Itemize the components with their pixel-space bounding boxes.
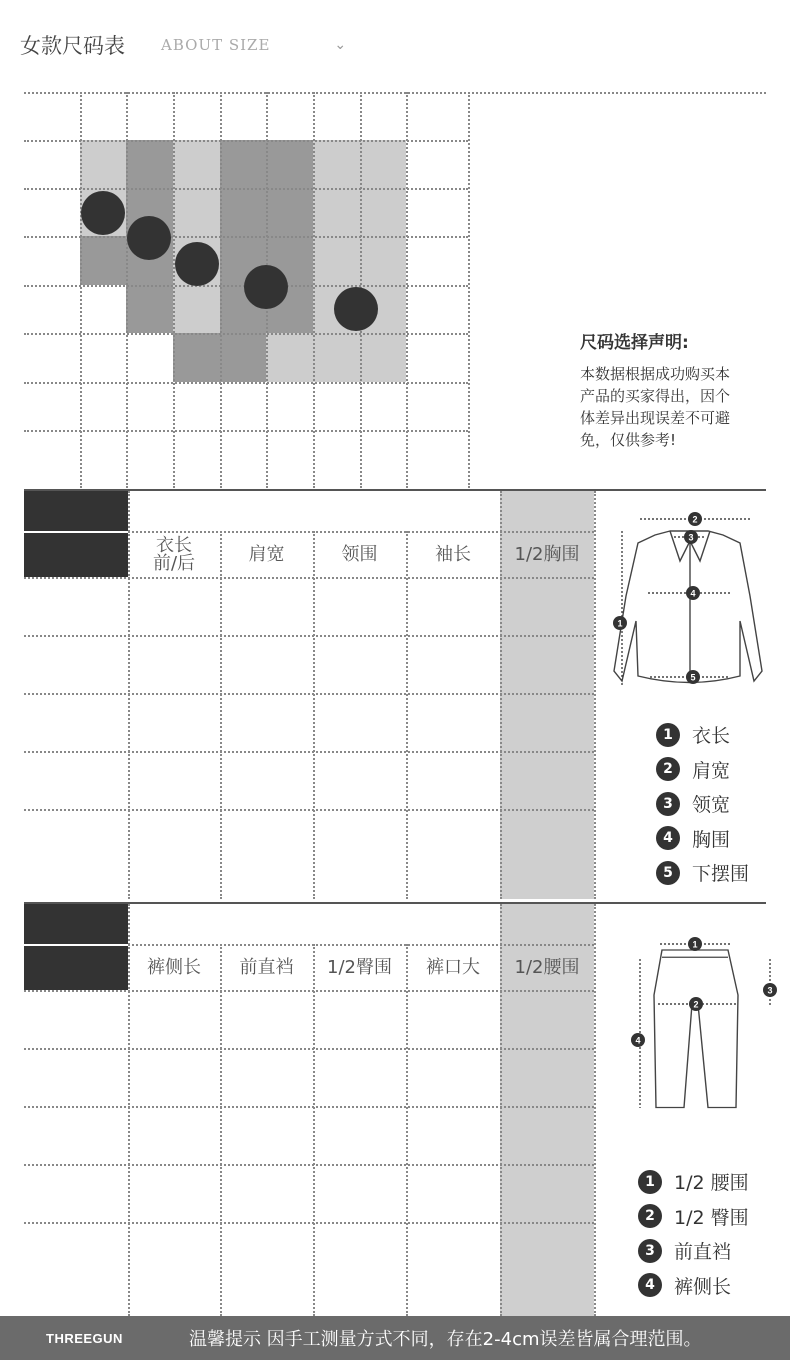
- legend-number: 3: [638, 1239, 662, 1263]
- shirt-diagram-icon: [600, 501, 770, 705]
- row-value: [220, 693, 313, 751]
- svg-text:2: 2: [693, 999, 699, 1010]
- row-value: [500, 990, 594, 1048]
- row-line: [128, 944, 594, 946]
- row-line: [24, 1222, 594, 1224]
- table-unit: [24, 946, 128, 990]
- column-header: 前直裆: [239, 957, 294, 978]
- row-value: [128, 693, 220, 751]
- row-value: [406, 635, 500, 693]
- row-value: [500, 751, 594, 809]
- row-value: [313, 635, 406, 693]
- grid-shade-cell: [220, 140, 266, 188]
- legend-number: 1: [656, 723, 680, 747]
- size-note-body: 本数据根据成功购买本产品的买家得出，因个体差异出现误差不可避免，仅供参考!: [580, 365, 731, 449]
- grid-shade-cell: [313, 236, 360, 285]
- row-value: [220, 577, 313, 635]
- row-value: [406, 1164, 500, 1222]
- row-value: [313, 577, 406, 635]
- row-size: [24, 990, 128, 1048]
- grid-shade-cell: [360, 140, 406, 188]
- legend-number: 4: [638, 1273, 662, 1297]
- row-value: [128, 1164, 220, 1222]
- row-size: [24, 577, 128, 635]
- grid-line: [24, 92, 766, 94]
- row-value: [128, 751, 220, 809]
- grid-line: [24, 430, 468, 432]
- group-header: [128, 491, 500, 531]
- svg-text:3: 3: [767, 985, 773, 996]
- legend-number: 2: [656, 757, 680, 781]
- column-header: 1/2胸围: [514, 544, 580, 565]
- row-value: [220, 1106, 313, 1164]
- legend-label: 1/2 臀围: [674, 1206, 749, 1229]
- legend-item: [638, 1203, 749, 1230]
- legend-number: 2: [638, 1204, 662, 1228]
- row-line: [128, 531, 594, 533]
- legend-number: 1: [638, 1170, 662, 1194]
- row-value: [220, 1048, 313, 1106]
- footer-tip: 温馨提示 因手工测量方式不同，存在2-4cm误差皆属合理范围。: [188, 1329, 702, 1350]
- grid-line: [173, 92, 175, 488]
- grid-line: [24, 236, 468, 238]
- size-note-title: 尺码选择声明:: [580, 333, 689, 353]
- grid-line: [313, 92, 315, 488]
- legend-label: 1/2 腰围: [674, 1172, 749, 1194]
- row-value: [406, 751, 500, 809]
- column-header-line1: 衣长: [156, 535, 192, 556]
- row-value: [220, 1164, 313, 1222]
- size-badge-xl: [244, 265, 288, 309]
- row-size: [24, 693, 128, 751]
- row-value: [406, 1106, 500, 1164]
- grid-shade-cell: [313, 333, 360, 382]
- grid-line: [406, 92, 408, 488]
- grid-shade-cell: [360, 236, 406, 285]
- legend-label: 裤侧长: [674, 1275, 732, 1298]
- row-value: [128, 1106, 220, 1164]
- row-value: [128, 635, 220, 693]
- legend-label: 肩宽: [692, 759, 731, 782]
- row-size: [24, 751, 128, 809]
- table-unit: [24, 533, 128, 577]
- grid-shade-cell: [173, 333, 220, 382]
- size-badge-l: [175, 242, 219, 286]
- pants-size-table: [24, 902, 773, 1316]
- grid-shade-cell: [126, 140, 173, 188]
- col-line: [594, 491, 596, 899]
- row-size: [24, 1164, 128, 1222]
- grid-shade-cell: [80, 236, 126, 285]
- grid-shade-cell: [266, 140, 313, 188]
- row-value: [313, 1164, 406, 1222]
- row-value: [313, 1106, 406, 1164]
- grid-shade-cell: [266, 188, 313, 236]
- legend-item: [656, 859, 749, 886]
- column-header: 领围: [341, 544, 378, 565]
- row-value: [313, 693, 406, 751]
- col-line: [594, 904, 596, 1316]
- grid-shade-cell: [220, 333, 266, 382]
- svg-text:4: 4: [690, 588, 696, 599]
- svg-text:4: 4: [635, 1035, 641, 1046]
- suggest-header: [500, 491, 594, 531]
- row-value: [128, 1048, 220, 1106]
- grid-shade-cell: [266, 333, 313, 382]
- row-value: [500, 1106, 594, 1164]
- size-badge-s: [81, 191, 125, 235]
- size-badge-2xl: [334, 287, 378, 331]
- brand-logo: THREEGUN: [46, 1330, 123, 1346]
- svg-text:2: 2: [692, 514, 698, 525]
- row-value: [220, 990, 313, 1048]
- page-header: [20, 30, 346, 60]
- legend-number: 3: [656, 792, 680, 816]
- legend-item: [656, 756, 730, 783]
- legend-item: [656, 825, 730, 852]
- row-value: [128, 990, 220, 1048]
- column-header: 裤口大: [426, 957, 480, 978]
- grid-line: [24, 333, 468, 335]
- legend-item: [638, 1272, 731, 1299]
- row-value: [500, 635, 594, 693]
- column-header: 1/2腰围: [514, 957, 580, 978]
- row-value: [406, 577, 500, 635]
- row-value: [220, 635, 313, 693]
- grid-line: [468, 92, 470, 488]
- legend-label: 下摆围: [692, 863, 750, 885]
- grid-shade-cell: [220, 188, 266, 236]
- grid-line: [24, 140, 468, 142]
- grid-shade-cell: [313, 140, 360, 188]
- grid-shade-cell: [313, 188, 360, 236]
- column-header-line2: 前/后: [152, 553, 196, 574]
- column-header: 袖长: [435, 544, 471, 565]
- legend-number: 4: [656, 826, 680, 850]
- chevron-down-icon[interactable]: ⌄: [334, 37, 347, 53]
- legend-number: 5: [656, 861, 680, 885]
- page-subtitle: ABOUT SIZE: [161, 36, 271, 54]
- row-value: [500, 577, 594, 635]
- grid-line: [24, 382, 468, 384]
- row-value: [313, 1048, 406, 1106]
- grid-line: [220, 92, 222, 488]
- row-size: [24, 1106, 128, 1164]
- legend-item: [656, 790, 730, 817]
- legend-item: [638, 1168, 749, 1195]
- row-value: [313, 990, 406, 1048]
- footer-bar: [0, 1316, 790, 1360]
- svg-text:1: 1: [692, 939, 698, 950]
- column-header: [128, 533, 220, 577]
- column-header: 1/2臀围: [327, 957, 392, 978]
- grid-shade-cell: [126, 285, 173, 333]
- grid-shade-cell: [360, 188, 406, 236]
- table-title: [24, 491, 128, 531]
- column-header: 裤侧长: [147, 957, 201, 978]
- grid-shade-cell: [173, 285, 220, 333]
- suggest-header: [500, 904, 594, 944]
- legend-label: 领宽: [692, 794, 731, 816]
- legend-label: 衣长: [692, 725, 731, 747]
- size-badge-m: [127, 216, 171, 260]
- row-line: [24, 809, 594, 811]
- row-value: [406, 1048, 500, 1106]
- row-value: [500, 1164, 594, 1222]
- grid-shade-cell: [173, 188, 220, 236]
- page-title: 女款尺码表: [20, 34, 125, 58]
- group-header: [128, 904, 500, 944]
- legend-item: [656, 721, 730, 748]
- grid-shade-cell: [360, 333, 406, 382]
- row-value: [313, 751, 406, 809]
- row-value: [128, 577, 220, 635]
- table-title: [24, 904, 128, 944]
- grid-line: [24, 188, 468, 190]
- size-note: [580, 328, 770, 451]
- grid-shade-cell: [173, 140, 220, 188]
- row-size: [24, 1048, 128, 1106]
- svg-text:3: 3: [688, 532, 694, 543]
- top-size-table: [24, 489, 766, 899]
- svg-text:5: 5: [690, 672, 696, 683]
- legend-label: 胸围: [692, 828, 731, 851]
- row-value: [500, 693, 594, 751]
- row-value: [406, 990, 500, 1048]
- row-size: [24, 635, 128, 693]
- row-value: [406, 693, 500, 751]
- row-value: [220, 751, 313, 809]
- legend-label: 前直裆: [674, 1241, 732, 1263]
- legend-item: [638, 1237, 731, 1264]
- pants-diagram-icon: [600, 914, 790, 1118]
- grid-line: [80, 92, 82, 488]
- grid-line: [126, 92, 128, 488]
- grid-shade-cell: [80, 140, 126, 188]
- svg-text:1: 1: [617, 618, 623, 629]
- column-header: 肩宽: [248, 544, 285, 565]
- row-value: [500, 1048, 594, 1106]
